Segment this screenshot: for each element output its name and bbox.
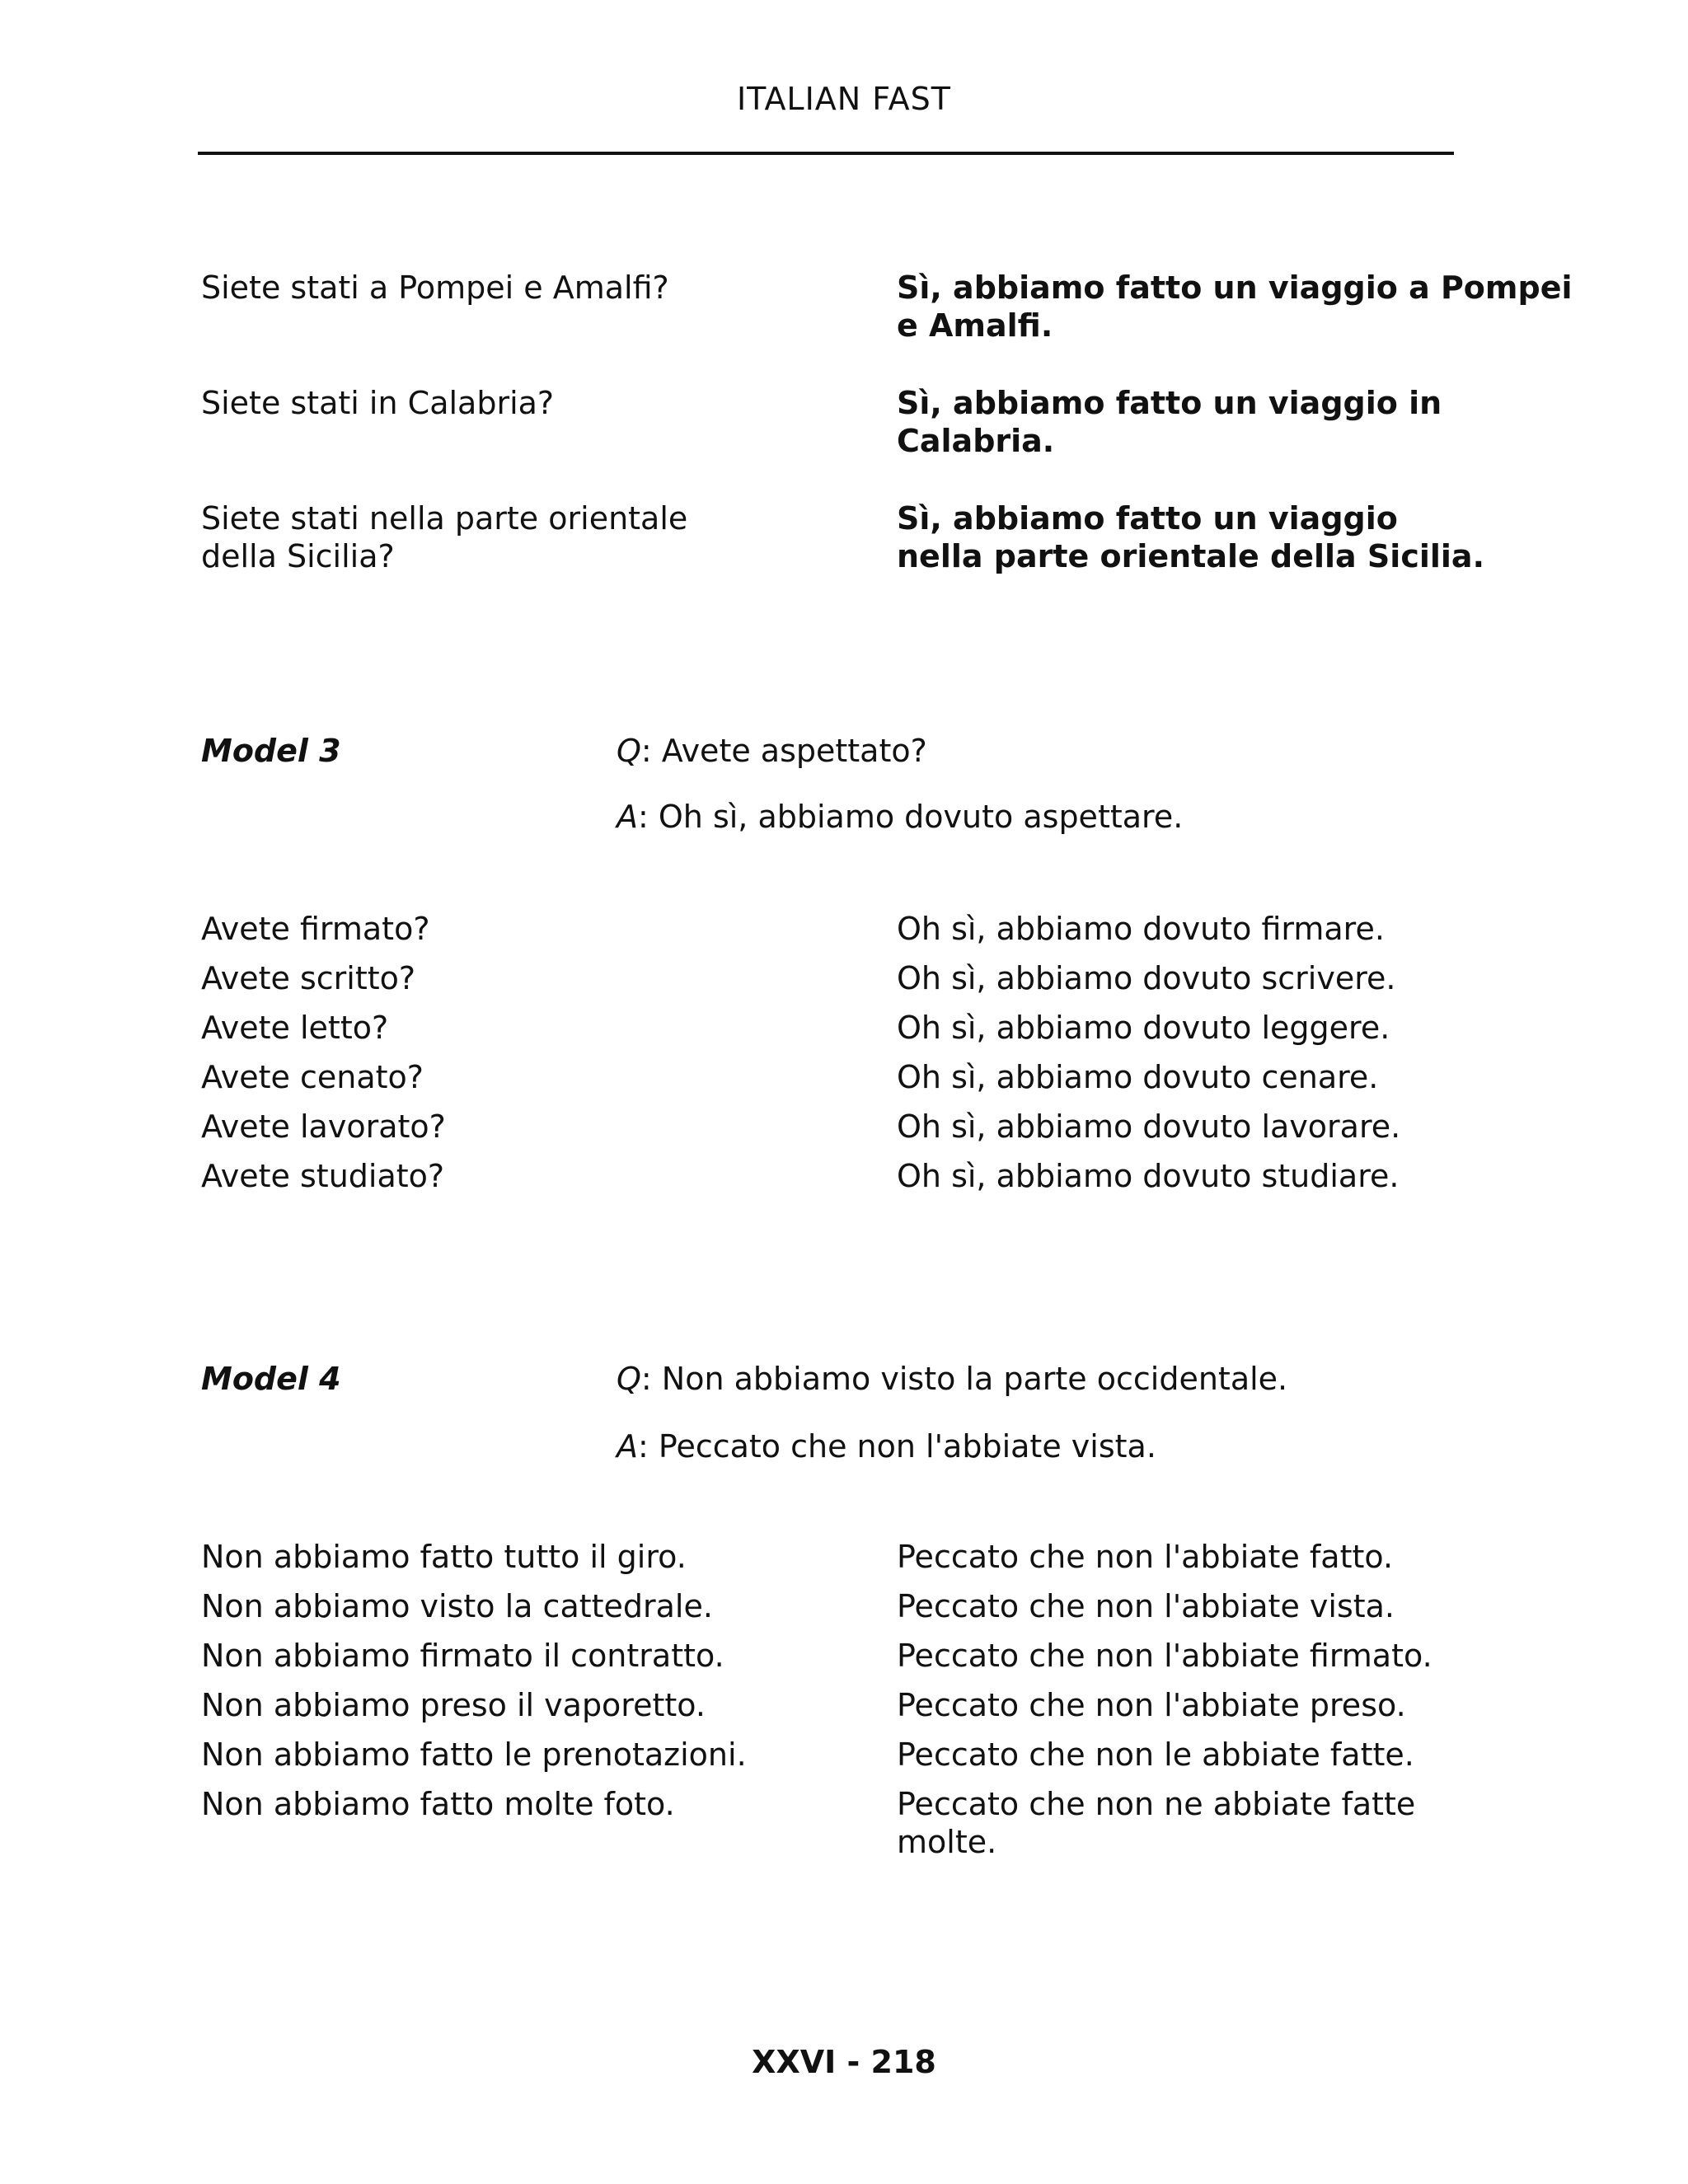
drill-question: della Sicilia? <box>201 538 395 574</box>
drill-question: Non abbiamo visto la cattedrale. <box>201 1588 713 1624</box>
drill-answer: Peccato che non l'abbiate preso. <box>897 1687 1406 1723</box>
drill-answer: e Amalfi. <box>897 307 1053 344</box>
drill-question: Avete firmato? <box>201 911 430 947</box>
drill-answer: Oh sì, abbiamo dovuto studiare. <box>897 1158 1400 1194</box>
drill-answer: Peccato che non l'abbiate vista. <box>897 1588 1395 1624</box>
drill-question: Avete studiato? <box>201 1158 445 1194</box>
model-label: Model 3 <box>201 733 341 769</box>
drill-answer: Peccato che non le abbiate fatte. <box>897 1736 1414 1773</box>
a-text: : Oh sì, abbiamo dovuto aspettare. <box>638 799 1184 835</box>
drill-answer: Oh sì, abbiamo dovuto cenare. <box>897 1059 1379 1095</box>
model-label: Model 4 <box>201 1361 341 1397</box>
drill-question: Non abbiamo fatto molte foto. <box>201 1786 675 1822</box>
drill-answer: Sì, abbiamo fatto un viaggio <box>897 500 1398 537</box>
drill-answer: Peccato che non ne abbiate fatte <box>897 1786 1416 1822</box>
drill-answer: Calabria. <box>897 423 1055 459</box>
drill-question: Siete stati in Calabria? <box>201 385 555 421</box>
drill-question: Non abbiamo fatto le prenotazioni. <box>201 1736 747 1773</box>
drill-answer: Peccato che non l'abbiate fatto. <box>897 1539 1394 1575</box>
drill-question: Non abbiamo fatto tutto il giro. <box>201 1539 687 1575</box>
q-text: : Avete aspettato? <box>640 733 927 769</box>
drill-question: Non abbiamo preso il vaporetto. <box>201 1687 706 1723</box>
page-number: XXVI - 218 <box>752 2044 936 2080</box>
a-text: : Peccato che non l'abbiate vista. <box>638 1428 1156 1465</box>
drill-answer: Oh sì, abbiamo dovuto lavorare. <box>897 1108 1401 1145</box>
drill-question: Avete cenato? <box>201 1059 424 1095</box>
model-question <box>617 732 927 770</box>
drill-answer: Sì, abbiamo fatto un viaggio in <box>897 385 1442 421</box>
drill-answer: nella parte orientale della Sicilia. <box>897 538 1485 574</box>
drill-answer: molte. <box>897 1824 997 1860</box>
drill-question: Siete stati nella parte orientale <box>201 500 688 537</box>
drill-question: Non abbiamo firmato il contratto. <box>201 1638 724 1674</box>
model-answer <box>617 798 1183 836</box>
drill-question: Siete stati a Pompei e Amalfi? <box>201 269 669 306</box>
q-letter: Q <box>617 1361 641 1397</box>
drill-answer: Oh sì, abbiamo dovuto scrivere. <box>897 960 1396 996</box>
header-rule <box>198 152 1454 155</box>
page-header: ITALIAN FAST <box>736 81 952 117</box>
drill-answer: Oh sì, abbiamo dovuto leggere. <box>897 1010 1390 1046</box>
drill-answer: Sì, abbiamo fatto un viaggio a Pompei <box>897 269 1573 306</box>
q-text: : Non abbiamo visto la parte occidentale. <box>640 1361 1288 1397</box>
drill-question: Avete scritto? <box>201 960 416 996</box>
a-letter: A <box>617 1428 638 1465</box>
drill-question: Avete letto? <box>201 1010 389 1046</box>
drill-question: Avete lavorato? <box>201 1108 446 1145</box>
model-answer <box>617 1427 1156 1465</box>
drill-answer: Oh sì, abbiamo dovuto firmare. <box>897 911 1385 947</box>
a-letter: A <box>617 799 638 835</box>
q-letter: Q <box>617 733 641 769</box>
model-question <box>617 1360 1287 1398</box>
drill-answer: Peccato che non l'abbiate firmato. <box>897 1638 1432 1674</box>
